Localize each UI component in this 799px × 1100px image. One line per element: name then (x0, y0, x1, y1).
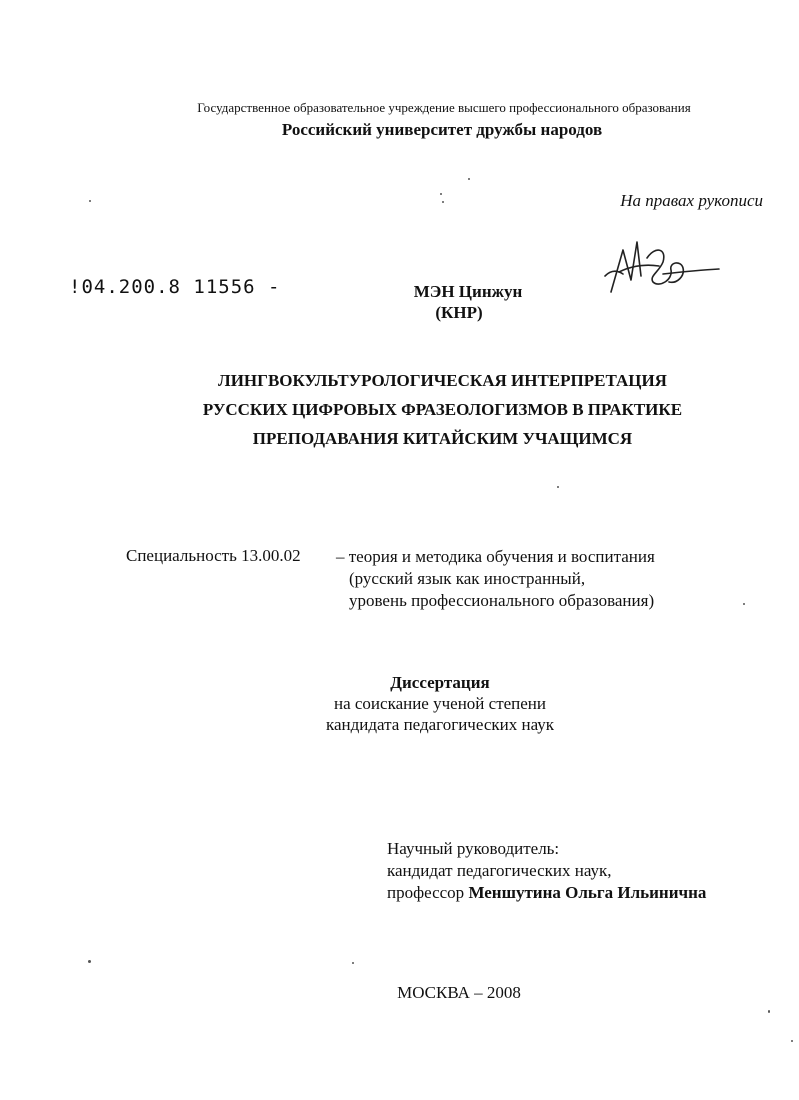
dissertation-title (0, 366, 799, 453)
scan-speck (440, 193, 442, 195)
author-name: МЭН Цинжун (413, 282, 523, 301)
specialty-description (336, 546, 655, 612)
city-year: МОСКВА – 2008 (397, 983, 521, 1002)
manuscript-note: На правах рукописи (620, 191, 763, 210)
thesis-heading: Диссертация (390, 673, 490, 692)
catalog-number: !04.200.8 11556 - (69, 276, 281, 298)
scan-speck (89, 200, 91, 202)
supervisor-role: Научный руководитель: (387, 839, 560, 858)
scan-speck (352, 962, 354, 964)
title-line: ПРЕПОДАВАНИЯ КИТАЙСКИМ УЧАЩИМСЯ (252, 429, 633, 448)
thesis-line: кандидата педагогических наук (325, 715, 555, 734)
title-line: РУССКИХ ЦИФРОВЫХ ФРАЗЕОЛОГИЗМОВ В ПРАКТИКЕ (202, 400, 683, 419)
supervisor-title: профессор (387, 883, 465, 902)
scan-speck (768, 1010, 770, 1013)
thesis-block (0, 672, 799, 735)
specialty-line: уровень профессионального образования) (349, 591, 655, 610)
scan-speck (468, 178, 470, 180)
supervisor-name: Меншутина Ольга Ильинична (468, 883, 707, 902)
scan-speck (791, 1040, 793, 1042)
scan-speck (557, 486, 559, 488)
scan-speck (88, 960, 91, 963)
supervisor-line (387, 882, 706, 904)
university-name: Российский университет дружбы народов (281, 120, 603, 139)
scan-speck (743, 603, 745, 605)
specialty-line: (русский язык как иностранный, (349, 569, 586, 588)
title-line: ЛИНГВОКУЛЬТУРОЛОГИЧЕСКАЯ ИНТЕРПРЕТАЦИЯ (218, 371, 667, 390)
author-country: (КНР) (435, 303, 483, 322)
supervisor-block (387, 838, 706, 904)
specialty-label: Специальность 13.00.02 (126, 546, 301, 565)
thesis-line: на соискание ученой степени (333, 694, 547, 713)
institution-name: Государственное образовательное учреждение высшего профессионального образования (197, 100, 691, 115)
scan-speck (442, 201, 444, 203)
specialty-line: – теория и методика обучения и воспитания (336, 547, 655, 566)
supervisor-degree: кандидат педагогических наук, (387, 861, 612, 880)
